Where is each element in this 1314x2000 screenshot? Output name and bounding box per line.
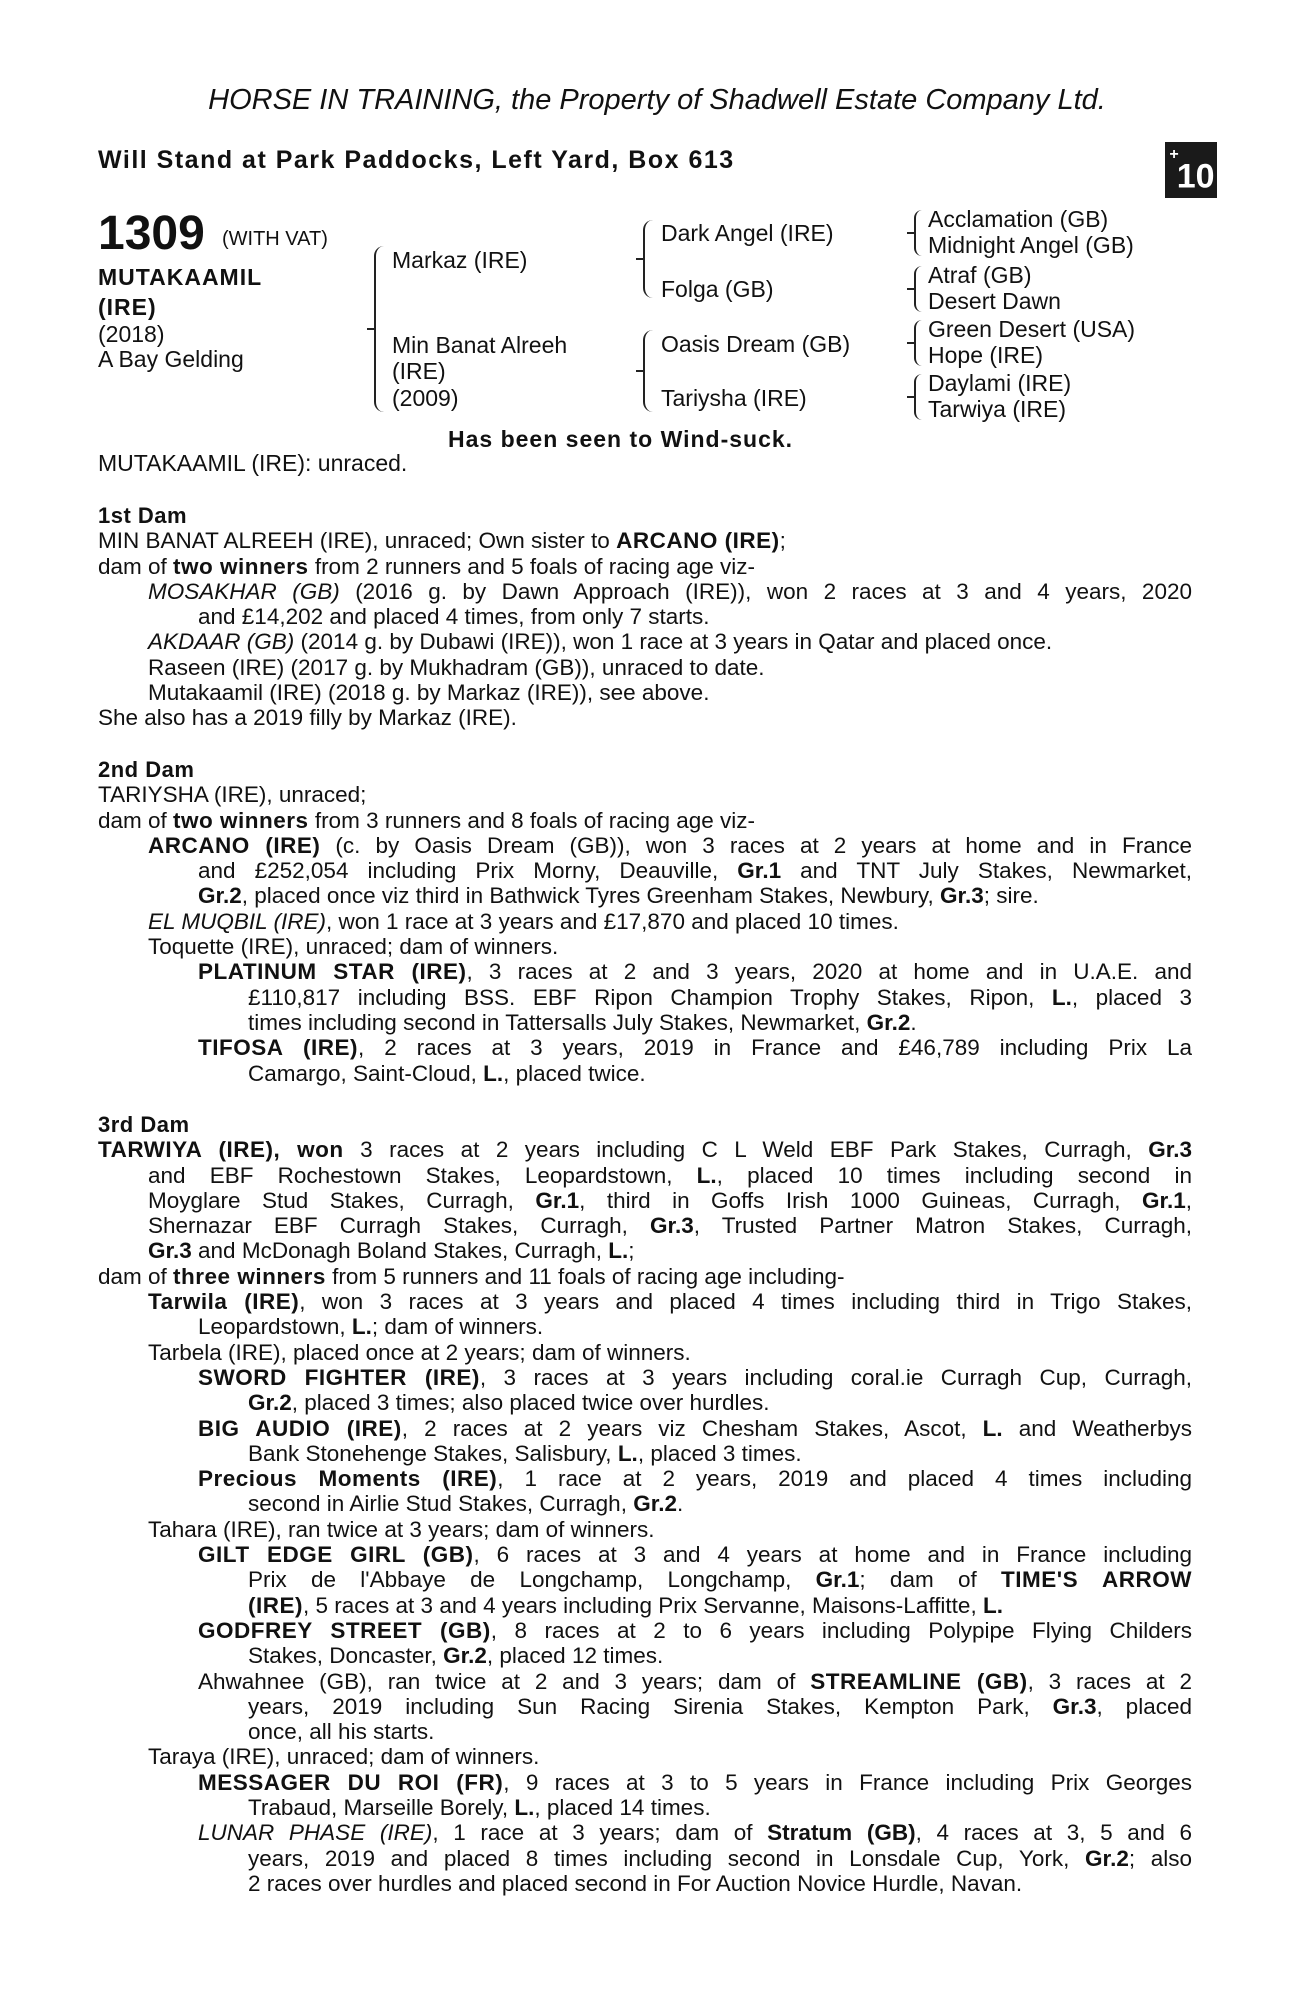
badge-number: 10 xyxy=(1176,157,1215,196)
pedigree-dds: Daylami (IRE) xyxy=(928,370,1072,396)
third-dam-line: Ahwahnee (GB), ran twice at 2 and 3 years; dam of STREAMLINE (GB), 3 races at 2 xyxy=(198,1668,1192,1694)
third-dam-line: Taraya (IRE), unraced; dam of winners. xyxy=(148,1744,540,1770)
first-dam-line: MOSAKHAR (GB) (2016 g. by Dawn Approach (IRE)), won 2 races at 3 and 4 years, 2020 xyxy=(148,578,1192,604)
third-dam-line: MESSAGER DU ROI (FR), 9 races at 3 to 5 years in France including Prix Georges xyxy=(198,1769,1192,1795)
third-dam-section xyxy=(98,1112,1192,1896)
horse-year: (2018) xyxy=(98,321,165,347)
pedigree-dam-dam: Tariysha (IRE) xyxy=(661,385,807,411)
third-dam-line: Leopardstown, L.; dam of winners. xyxy=(198,1314,544,1340)
third-dam-heading: 3rd Dam xyxy=(98,1112,190,1137)
second-dam-line: TARIYSHA (IRE), unraced; xyxy=(98,782,367,808)
third-dam-line: and EBF Rochestown Stakes, Leopardstown, L., placed 10 times including second in xyxy=(148,1162,1192,1188)
second-dam-line: and £252,054 including Prix Morny, Deauville, Gr.1 and TNT July Stakes, Newmarket, xyxy=(198,858,1192,884)
lot-number: 1309 xyxy=(98,207,205,260)
first-dam-line: She also has a 2019 filly by Markaz (IRE). xyxy=(98,705,517,731)
pedigree-brace-3 xyxy=(643,330,653,412)
second-dam-line: Camargo, Saint-Cloud, L., placed twice. xyxy=(248,1060,646,1086)
second-dam-line: Toquette (IRE), unraced; dam of winners. xyxy=(148,934,559,960)
third-dam-line: Moyglare Stud Stakes, Curragh, Gr.1, third in Goffs Irish 1000 Guineas, Curragh, Gr.1, xyxy=(148,1187,1192,1213)
third-dam-line: Shernazar EBF Curragh Stakes, Curragh, Gr.3, Trusted Partner Matron Stakes, Curragh, xyxy=(148,1213,1192,1239)
pedigree-dam-line3: (2009) xyxy=(392,385,459,411)
pedigree-sdd: Desert Dawn xyxy=(928,288,1061,314)
third-dam-line: Trabaud, Marseille Borely, L., placed 14 times. xyxy=(248,1795,711,1821)
pedigree-ssd: Midnight Angel (GB) xyxy=(928,232,1134,258)
third-dam-line: LUNAR PHASE (IRE), 1 race at 3 years; dam of Stratum (GB), 4 races at 3, 5 and 6 xyxy=(198,1820,1192,1846)
pedigree-sire: Markaz (IRE) xyxy=(392,247,528,273)
pedigree-sire-dam: Folga (GB) xyxy=(661,276,774,302)
pedigree-sss: Acclamation (GB) xyxy=(928,206,1109,232)
first-dam-line: dam of two winners from 2 runners and 5 foals of racing age viz- xyxy=(98,553,756,579)
first-dam-line: AKDAAR (GB) (2014 g. by Dubawi (IRE)), won 1 race at 3 years in Qatar and placed once. xyxy=(148,629,1053,655)
second-dam-line: ARCANO (IRE) (c. by Oasis Dream (GB)), won 3 races at 2 years at home and in France xyxy=(148,832,1192,858)
pedigree-dam-line1: Min Banat Alreeh xyxy=(392,332,568,358)
pedigree-dam-sire: Oasis Dream (GB) xyxy=(661,331,851,357)
first-dam-line: MIN BANAT ALREEH (IRE), unraced; Own sister to ARCANO (IRE); xyxy=(98,528,786,554)
pedigree-brace-6 xyxy=(914,320,922,366)
pedigree-sire-sire: Dark Angel (IRE) xyxy=(661,220,834,246)
second-dam-line: times including second in Tattersalls July Stakes, Newmarket, Gr.2. xyxy=(248,1009,917,1035)
third-dam-line: years, 2019 and placed 8 times including second in Lonsdale Cup, York, Gr.2; also xyxy=(248,1845,1192,1871)
third-dam-line: Precious Moments (IRE), 1 race at 2 years, 2019 and placed 4 times including xyxy=(198,1466,1192,1492)
pedigree-dss: Green Desert (USA) xyxy=(928,316,1136,342)
pedigree-brace-1 xyxy=(374,246,384,412)
unraced-note: MUTAKAAMIL (IRE): unraced. xyxy=(98,450,408,476)
lot-badge xyxy=(1165,142,1217,198)
horse-name-line2: (IRE) xyxy=(98,294,157,320)
third-dam-line: 2 races over hurdles and placed second in For Auction Novice Hurdle, Navan. xyxy=(248,1870,1023,1896)
second-dam-line: dam of two winners from 3 runners and 8 foals of racing age viz- xyxy=(98,807,756,833)
badge-mark: + xyxy=(1169,146,1179,163)
third-dam-line: GODFREY STREET (GB), 8 races at 2 to 6 years including Polypipe Flying Childers xyxy=(198,1617,1192,1643)
pedigree-dam-line2: (IRE) xyxy=(392,358,446,384)
second-dam-heading: 2nd Dam xyxy=(98,757,195,782)
third-dam-line: Stakes, Doncaster, Gr.2, placed 12 times. xyxy=(248,1643,664,1669)
stand-location: Will Stand at Park Paddocks, Left Yard, Box 613 xyxy=(98,146,735,174)
third-dam-line: Bank Stonehenge Stakes, Salisbury, L., placed 3 times. xyxy=(248,1440,802,1466)
first-dam-heading: 1st Dam xyxy=(98,503,188,528)
second-dam-line: PLATINUM STAR (IRE), 3 races at 2 and 3 years, 2020 at home and in U.A.E. and xyxy=(198,959,1192,985)
pedigree-sds: Atraf (GB) xyxy=(928,262,1032,288)
page-title: HORSE IN TRAINING, the Property of Shadwell Estate Company Ltd. xyxy=(208,84,1106,116)
second-dam-line: Gr.2, placed once viz third in Bathwick Tyres Greenham Stakes, Newbury, Gr.3; sire. xyxy=(198,883,1039,909)
third-dam-line: Gr.3 and McDonagh Boland Stakes, Curragh, L.; xyxy=(148,1238,635,1264)
horse-description: A Bay Gelding xyxy=(98,346,244,372)
third-dam-line: once, all his starts. xyxy=(248,1719,435,1745)
third-dam-line: (IRE), 5 races at 3 and 4 years including Prix Servanne, Maisons-Laffitte, L. xyxy=(248,1592,1003,1618)
pedigree-ddd: Tarwiya (IRE) xyxy=(928,396,1067,422)
pedigree-brace-7 xyxy=(914,374,922,420)
third-dam-line: years, 2019 including Sun Racing Sirenia Stakes, Kempton Park, Gr.3, placed xyxy=(248,1693,1192,1719)
first-dam-section xyxy=(98,503,1192,731)
third-dam-line: second in Airlie Stud Stakes, Curragh, Gr.2. xyxy=(248,1491,684,1517)
pedigree-brace-2 xyxy=(643,220,653,298)
second-dam-line: TIFOSA (IRE), 2 races at 3 years, 2019 in France and £46,789 including Prix La xyxy=(198,1035,1192,1061)
first-dam-line: Raseen (IRE) (2017 g. by Mukhadram (GB)), unraced to date. xyxy=(148,654,765,680)
second-dam-line: EL MUQBIL (IRE), won 1 race at 3 years and £17,870 and placed 10 times. xyxy=(148,908,899,934)
third-dam-line: BIG AUDIO (IRE), 2 races at 2 years viz Chesham Stakes, Ascot, L. and Weatherbys xyxy=(198,1415,1192,1441)
horse-name-line1: MUTAKAAMIL xyxy=(98,264,263,290)
third-dam-line: Prix de l'Abbaye de Longchamp, Longchamp, Gr.1; dam of TIME'S ARROW xyxy=(248,1567,1192,1593)
horse-name xyxy=(98,262,262,322)
third-dam-line: Tarwila (IRE), won 3 races at 3 years and placed 4 times including third in Trigo Stakes, xyxy=(148,1289,1192,1315)
third-dam-line: Tahara (IRE), ran twice at 3 years; dam of winners. xyxy=(148,1516,655,1542)
third-dam-line: TARWIYA (IRE), won 3 races at 2 years including C L Weld EBF Park Stakes, Curragh, Gr.3 xyxy=(98,1137,1192,1163)
second-dam-section xyxy=(98,757,1192,1086)
third-dam-line: SWORD FIGHTER (IRE), 3 races at 3 years including coral.ie Curragh Cup, Curragh, xyxy=(198,1364,1192,1390)
pedigree-brace-5 xyxy=(914,266,922,312)
third-dam-line: Gr.2, placed 3 times; also placed twice over hurdles. xyxy=(248,1390,770,1416)
first-dam-line: and £14,202 and placed 4 times, from only 7 starts. xyxy=(198,604,710,630)
first-dam-line: Mutakaamil (IRE) (2018 g. by Markaz (IRE)), see above. xyxy=(148,680,710,706)
pedigree-brace-4 xyxy=(914,210,922,256)
third-dam-line: dam of three winners from 5 runners and 11 foals of racing age including- xyxy=(98,1263,845,1289)
third-dam-line: GILT EDGE GIRL (GB), 6 races at 3 and 4 years at home and in France including xyxy=(198,1542,1192,1568)
third-dam-line: Tarbela (IRE), placed once at 2 years; dam of winners. xyxy=(148,1339,691,1365)
wind-suck-warning: Has been seen to Wind-suck. xyxy=(448,426,794,452)
pedigree-dsd: Hope (IRE) xyxy=(928,342,1044,368)
vat-label: (WITH VAT) xyxy=(222,228,328,250)
second-dam-line: £110,817 including BSS. EBF Ripon Champion Trophy Stakes, Ripon, L., placed 3 xyxy=(248,984,1192,1010)
